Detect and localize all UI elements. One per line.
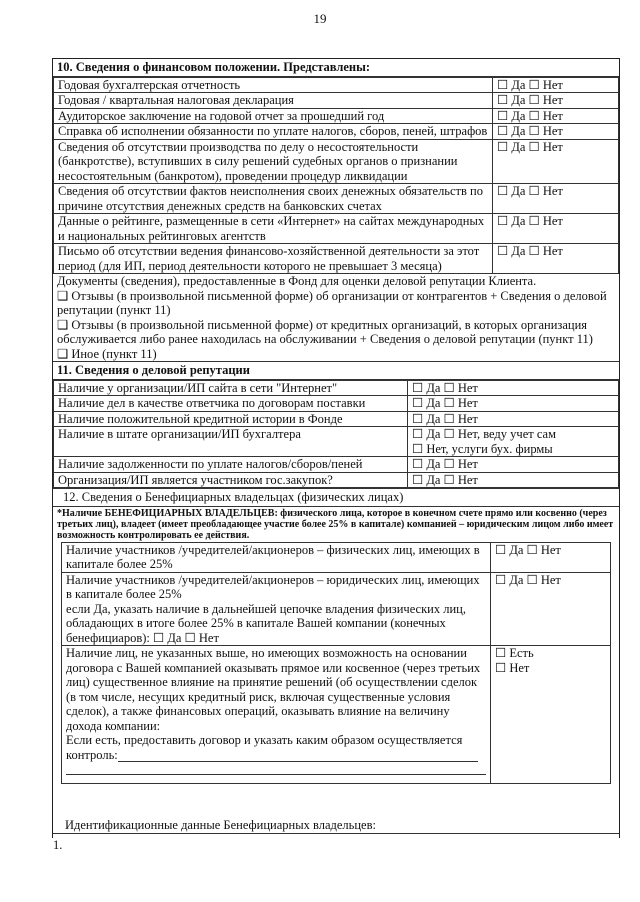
section10-row-yes-no[interactable]: ☐ Да ☐ Нет	[493, 93, 619, 109]
section10-row	[54, 108, 619, 124]
section12-table	[61, 542, 611, 785]
section10-row	[54, 139, 619, 184]
section11-row	[54, 427, 619, 457]
control-input-line[interactable]	[118, 749, 478, 762]
section10-row-label: Письмо об отсутствии ведения финансово-хозяйственной деятельности за этот период (для ИП, период деятельности которого не превышает 3 месяца)	[54, 244, 493, 274]
section11-row-yes-no[interactable]: ☐ Да ☐ Нет	[412, 472, 478, 487]
section10-title: 10. Сведения о финансовом положении. Представлены:	[53, 59, 619, 77]
section10-row-label: Сведения об отсутствии фактов неисполнения своих денежных обязательств по причине отсутствия денежных средств на банковских счетах	[54, 184, 493, 214]
section11-row-label: Организация/ИП является участником гос.закупок?	[54, 472, 408, 488]
section10-row-yes-no[interactable]: ☐ Да ☐ Нет	[493, 244, 619, 274]
section11-row-yes-no[interactable]: ☐ Да ☐ Нет	[412, 457, 478, 471]
section10-row	[54, 77, 619, 93]
section11-row-label: Наличие в штате организации/ИП бухгалтера	[54, 427, 408, 457]
section11-row-yes-no[interactable]: ☐ Да ☐ Нет	[412, 396, 478, 410]
section11-row-label: Наличие задолженности по уплате налогов/сборов/пеней	[54, 457, 408, 473]
page-number: 19	[313, 11, 327, 26]
section10-row-yes-no[interactable]: ☐ Да ☐ Нет	[493, 139, 619, 184]
section11-row	[54, 396, 619, 412]
s12-row3-extra: Если есть, предоставить договор и указать каким образом осуществляется контроль:	[66, 733, 486, 762]
section11-row-answer[interactable]	[408, 380, 619, 396]
section11-row-answer[interactable]	[408, 411, 619, 427]
s12-row3-text: Наличие лиц, не указанных выше, но имеющих возможность на основании договора с Вашей компанией оказывать прямое или косвенное (через третьих лиц) существенное влияние на принятие решений (об осуществлении сделок (в том числе, несущих кредитный риск, включая существенные условия сделок), а также финансовых операций, оказывать влияние на величину дохода компании:	[66, 646, 481, 733]
documents-item-3[interactable]: ❑ Иное (пункт 11)	[57, 346, 157, 361]
s12-row3-no[interactable]: ☐ Нет	[495, 660, 530, 675]
s12-row3-answer	[491, 646, 611, 784]
section11-row-label: Наличие у организации/ИП сайта в сети "Интернет"	[54, 380, 408, 396]
section10-row-yes-no[interactable]: ☐ Да ☐ Нет	[493, 184, 619, 214]
section10-row	[54, 93, 619, 109]
section10-table	[53, 77, 619, 275]
documents-intro: Документы (сведения), предоставленные в Фонд для оценки деловой репутации Клиента.	[57, 274, 537, 288]
s12-row2-yes-no[interactable]: ☐ Да ☐ Нет	[153, 630, 219, 645]
section11-row	[54, 411, 619, 427]
beneficiary-ident-label: Идентификационные данные Бенефициарных владельцев:	[65, 818, 376, 832]
section11-row-answer[interactable]	[408, 457, 619, 473]
section10-row	[54, 124, 619, 140]
s12-row2-answer[interactable]: ☐ Да ☐ Нет	[491, 572, 611, 646]
section11-row-yes-no[interactable]: ☐ Да ☐ Нет, веду учет сам	[412, 427, 556, 441]
section11-row-label: Наличие положительной кредитной истории в Фонде	[54, 411, 408, 427]
s12-row2-text: Наличие участников /учредителей/акционеров – юридических лиц, имеющих в капитале более 25%	[66, 572, 480, 601]
section10-row-yes-no[interactable]: ☐ Да ☐ Нет	[493, 77, 619, 93]
beneficiary-note: *Наличие БЕНЕФИЦИАРНЫХ ВЛАДЕЛЬЦЕВ: физического лица, которое в конечном счете прямо или косвенно (через третьих лиц), владеет (имеет преобладающее участие более 25% в капитале) компанией – юридическим лицом либо имеет возможность контролировать ее действия.	[57, 507, 614, 541]
section12-title: 12. Сведения о Бенефициарных владельцах (физических лицах)	[53, 488, 619, 507]
section10-row-yes-no[interactable]: ☐ Да ☐ Нет	[493, 214, 619, 244]
section10-row-label: Сведения об отсутствии производства по делу о несостоятельности (банкротстве), вступивших в силу решений судебных органов о признании несостоятельным (банкротом), проведении процедур ликвидации	[54, 139, 493, 184]
s12-row1-answer[interactable]: ☐ Да ☐ Нет	[491, 542, 611, 572]
section11-row-answer[interactable]	[408, 472, 619, 488]
documents-item-1[interactable]: ❑ Отзывы (в произвольной письменной форме) об организации от контрагентов + Сведения о деловой репутации (пункт 11)	[57, 288, 607, 317]
section11-row	[54, 380, 619, 396]
section10-row	[54, 184, 619, 214]
section10-row	[54, 244, 619, 274]
section10-row-yes-no[interactable]: ☐ Да ☐ Нет	[493, 108, 619, 124]
section10-row-label: Годовая бухгалтерская отчетность	[54, 77, 493, 93]
section11-row	[54, 472, 619, 488]
documents-block	[53, 274, 619, 361]
section11-row-answer[interactable]	[408, 427, 619, 457]
section11-row-yes-no[interactable]: ☐ Да ☐ Нет	[412, 411, 478, 426]
s12-row3-question	[62, 646, 491, 784]
section11-row	[54, 457, 619, 473]
s12-row3-yes[interactable]: ☐ Есть	[495, 646, 534, 660]
documents-item-2[interactable]: ❑ Отзывы (в произвольной письменной форме) от кредитных организаций, в которых организация обслуживается либо ранее находилась на обслуживании + Сведения о деловой репутации (пункт 11)	[57, 317, 593, 346]
section11-row-yes-no[interactable]: ☐ Да ☐ Нет	[412, 380, 478, 395]
section11-row-alt-option[interactable]: ☐ Нет, услуги бух. фирмы	[412, 441, 553, 456]
form-frame	[52, 58, 620, 852]
section10-row-yes-no[interactable]: ☐ Да ☐ Нет	[493, 124, 619, 140]
beneficiary-item-1: 1.	[53, 833, 619, 853]
section11-row-label: Наличие дел в качестве ответчика по договорам поставки	[54, 396, 408, 412]
control-input-line-2[interactable]	[66, 764, 486, 775]
section10-row-label: Годовая / квартальная налоговая декларация	[54, 93, 493, 109]
s12-row2-question	[62, 572, 491, 646]
section10-row-label: Аудиторское заключение на годовой отчет за прошедший год	[54, 108, 493, 124]
s12-row1-question: Наличие участников /учредителей/акционеров – физических лиц, имеющих в капитале более 25%	[62, 542, 491, 572]
s12-row2-extra: если Да, указать наличие в дальнейшей цепочке владения физических лиц, обладающих в итоге более 25% в капитале Вашей компании (конечных бенефициаров): ☐ Да ☐ Нет	[66, 601, 466, 645]
section10-row-label: Справка об исполнении обязанности по уплате налогов, сборов, пеней, штрафов	[54, 124, 493, 140]
section11-table	[53, 380, 619, 489]
section11-title: 11. Сведения о деловой репутации	[53, 361, 619, 380]
section10-row	[54, 214, 619, 244]
section11-row-answer[interactable]	[408, 396, 619, 412]
section10-row-label: Данные о рейтинге, размещенные в сети «Интернет» на сайтах международных и национальных рейтинговых агентств	[54, 214, 493, 244]
